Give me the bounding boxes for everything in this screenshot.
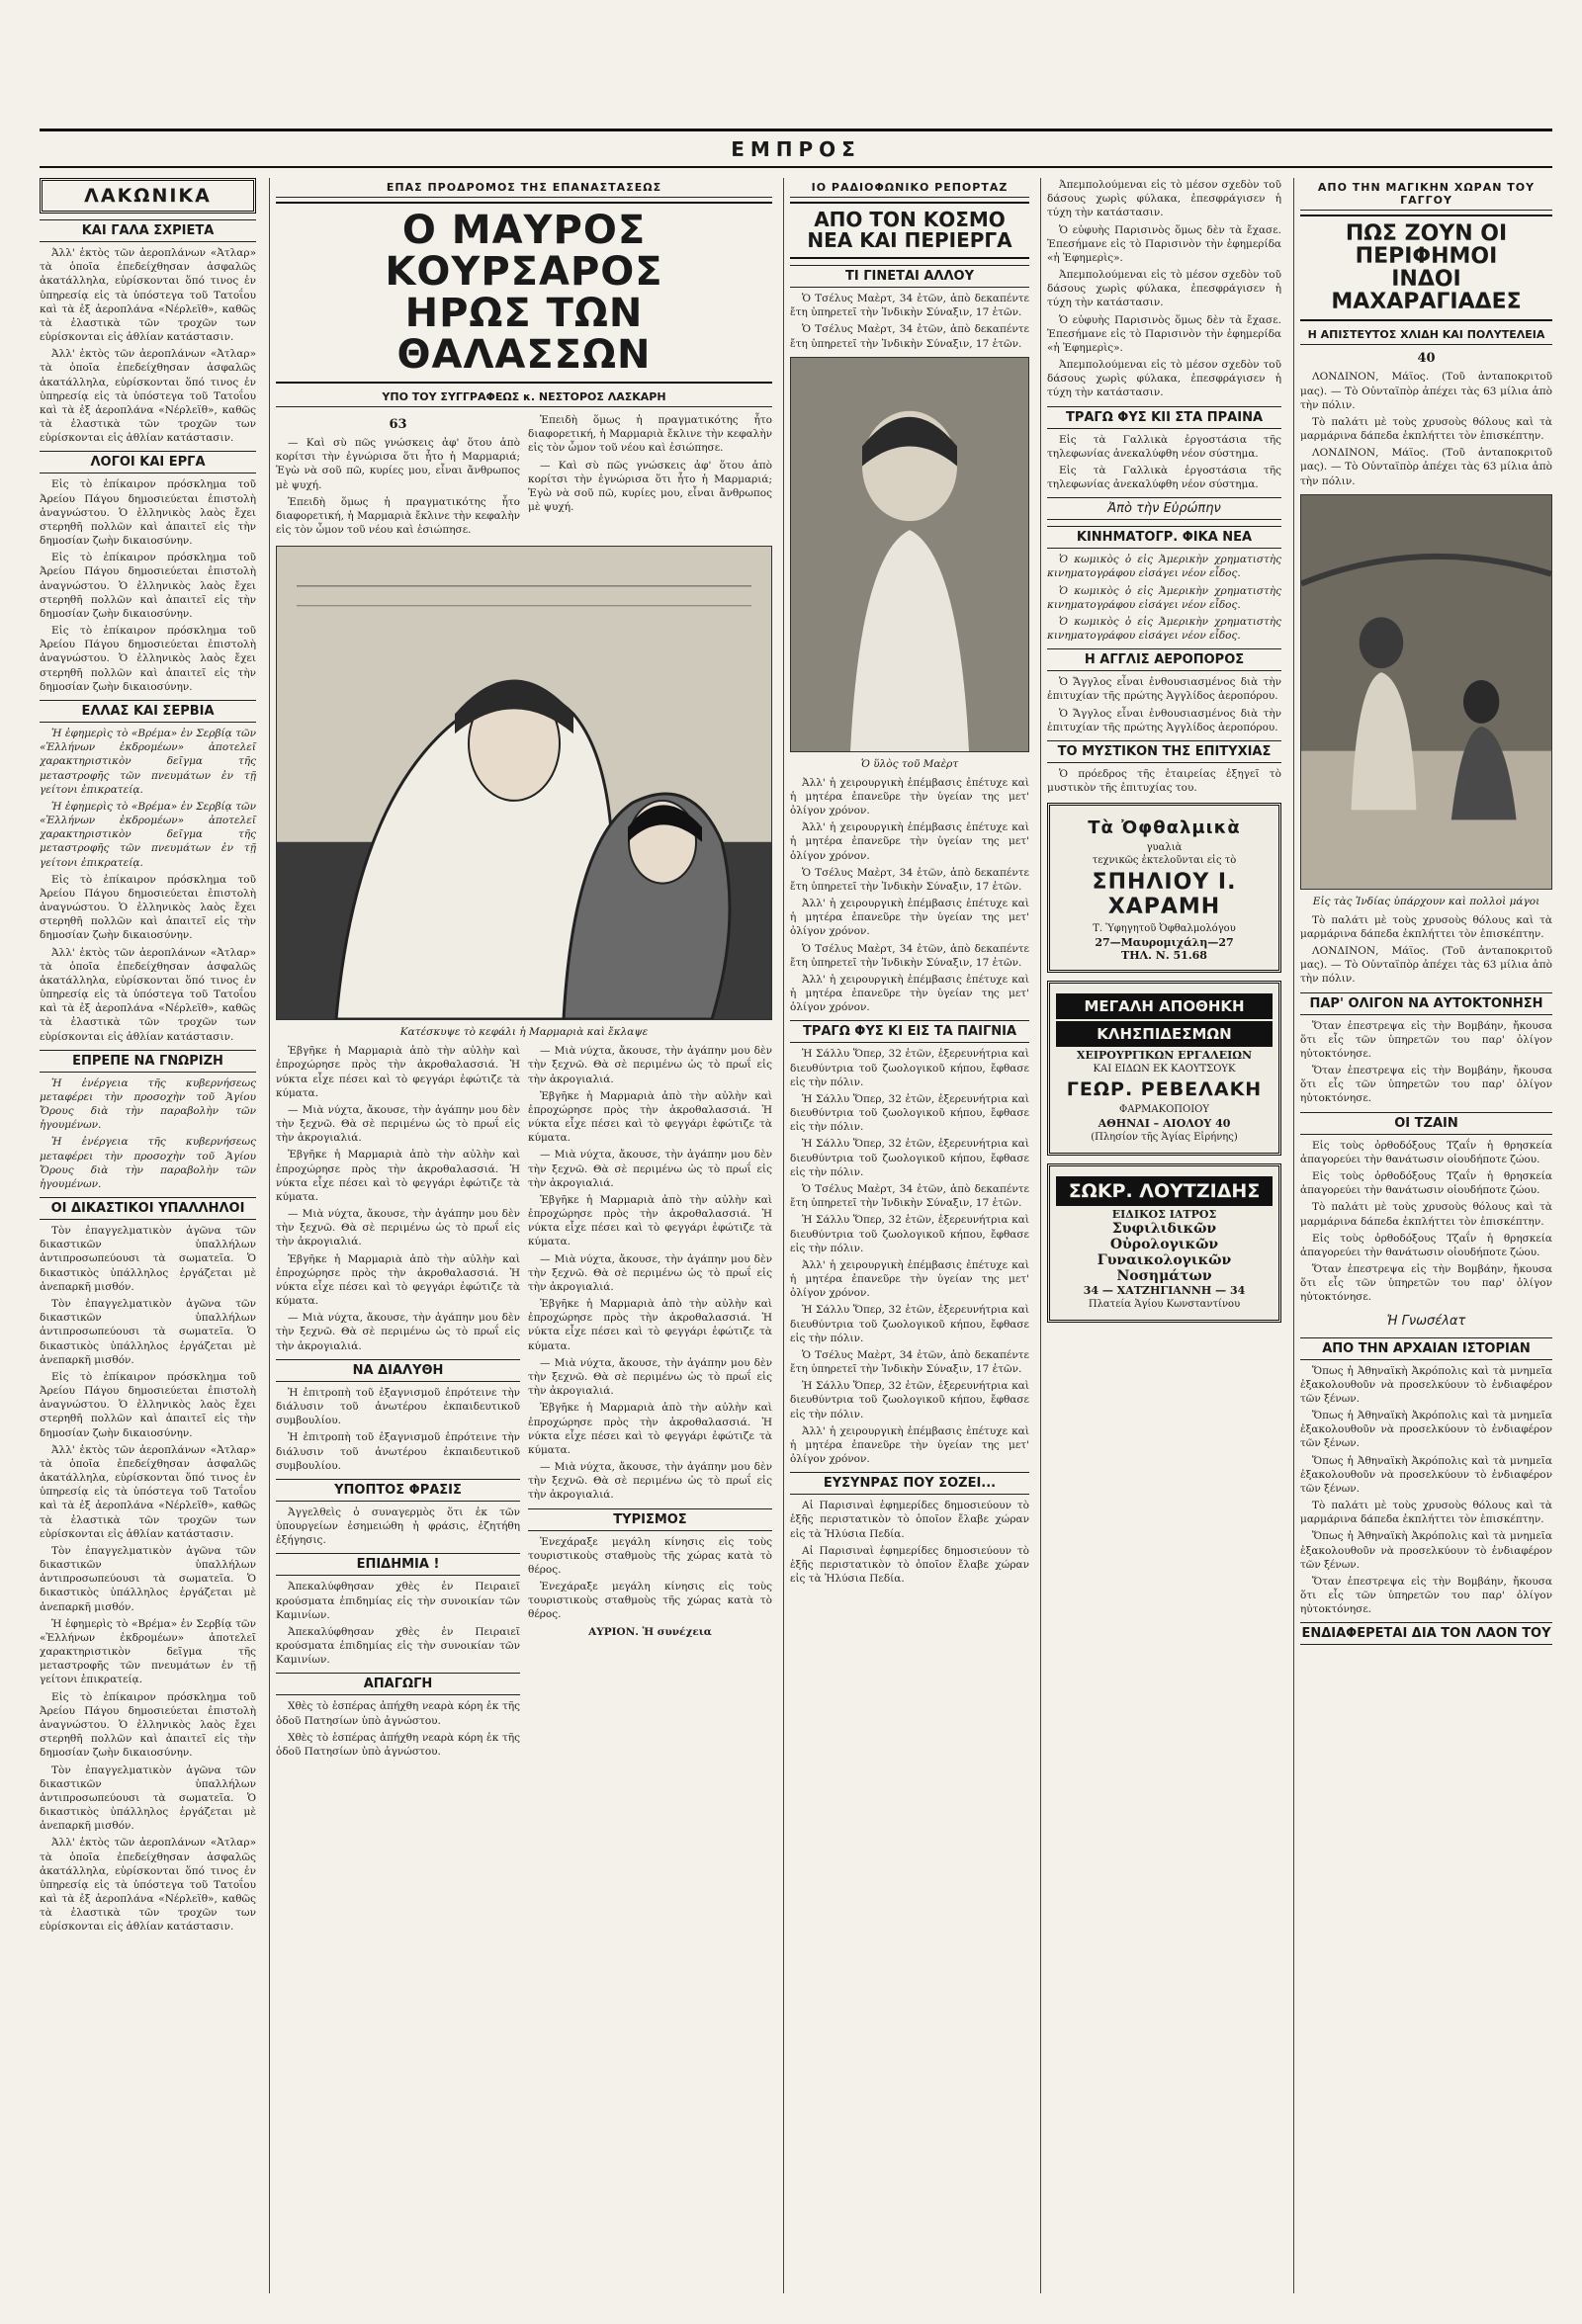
article-text: Ἐνεχάραξε μεγάλη κίνησις εἰς τοὺς τουριστικοὺς σταθμοὺς τῆς χώρας κατὰ τὸ θέρος. xyxy=(528,1535,772,1576)
article-text: — Καὶ σὺ πῶς γνώσκεις ἀφ' ὅτου ἀπὸ κορίτσι τὴν ἐγνώρισα ὅτι ἦτο ἡ Μαρμαριά; Ἐγὼ νὰ σοῦ πῶ, κυρίες μου, εἶναι ἄνθρωπος μὲ ψυχή. xyxy=(276,437,520,491)
subheading: ΚΙΝΗΜΑΤΟΓΡ. ΦΙΚΑ ΝΕΑ xyxy=(1047,526,1281,549)
subheading: ΠΑΡ' ΟΛΙΓΟΝ ΝΑ ΑΥΤΟΚΤΟΝΗΣΗ xyxy=(1300,992,1552,1015)
article-text: Ὁ Τσέλυς Μαὲρτ, 34 ἐτῶν, ἀπὸ δεκαπέντε ἔτη ὑπηρετεῖ τὴν Ἰνδικὴν Σύναξιν, 17 ἐτῶν. xyxy=(790,293,1029,319)
headline xyxy=(1300,215,1552,321)
subheading: Ἀπὸ τὴν Εὐρώπην xyxy=(1047,497,1281,520)
article-text: — Μιὰ νύχτα, ἄκουσε, τὴν ἀγάπην μου δὲν τὴν ξεχνῶ. Θὰ σὲ περιμένω ὡς τὸ πρωΐ εἰς τὴν ἀκρογιαλιά. xyxy=(276,1103,520,1145)
article-text: Ὁ κωμικὸς ὁ εἰς Ἀμερικὴν χρηματιστὴς κινηματογράφου εἰσάγει νέον εἶδος. xyxy=(1047,554,1281,580)
article-text: — Καὶ σὺ πῶς γνώσκεις ἀφ' ὅτου ἀπὸ κορίτσι τὴν ἐγνώρισα ὅτι ἦτο ἡ Μαρμαριά; Ἐγὼ νὰ σοῦ πῶ, κυρίες μου, εἶναι ἄνθρωπος μὲ ψυχή. xyxy=(528,459,772,514)
headline-line-2: ΝΕΑ ΚΑΙ ΠΕΡΙΕΡΓΑ xyxy=(807,228,1012,252)
article-text: Ἀγγελθεὶς ὁ συναγερμὸς ὅτι ἐκ τῶν ὑπουργείων ἐσημειώθη ἡ φράσις, ἐζητήθη ἐξήγησις. xyxy=(276,1506,520,1547)
article-text: Τὸ παλάτι μὲ τοὺς χρυσοὺς θόλους καὶ τὰ μαρμάρινα δάπεδα ἐκπλήττει τὸν ἐπισκέπτην. xyxy=(1300,913,1552,940)
article-text: Ὅταν ἐπεστρεψα εἰς τὴν Βομβάην, ἤκουσα ὅτι εἷς τῶν ὑπηρετῶν του παρ' ὀλίγον ηὐτοκτόνησε. xyxy=(1300,1263,1552,1304)
headline xyxy=(790,202,1029,259)
article-text: Ὁ εὐφυὴς Παρισινὸς ὅμως δὲν τὰ ἔχασε. Ἐπεσήμανε εἰς τὸ Παρισινὸν τὴν ἐφημερίδα «ἡ Ἐφημερὶς». xyxy=(1047,223,1281,264)
article-text: Ὅταν ἐπεστρεψα εἰς τὴν Βομβάην, ἤκουσα ὅτι εἷς τῶν ὑπηρετῶν του παρ' ὀλίγον ηὐτοκτόνησε. xyxy=(1300,1065,1552,1105)
article-text: Εἰς τὰ Γαλλικὰ ἐργοστάσια τῆς τηλεφωνίας ἀνεκαλύφθη νέον σύστημα. xyxy=(1047,464,1281,491)
ad-optician-line: γυαλιὰ xyxy=(1146,842,1183,854)
kicker: ΕΠΑΣ ΠΡΟΔΡΟΜΟΣ ΤΗΣ ΕΠΑΝΑΣΤΑΣΕΩΣ xyxy=(276,178,772,198)
ad-doctor-address: 34 — ΧΑΤΖΗΓΙΑΝΝΗ — 34 xyxy=(1083,1284,1246,1298)
ad-optician-title: Τὰ Ὀφθαλμικὰ xyxy=(1088,818,1241,839)
headline-line-1: ΠΩΣ ΖΟΥΝ ΟΙ ΠΕΡΙΦΗΜΟΙ xyxy=(1345,221,1508,270)
column-world-news xyxy=(783,178,1035,2293)
article-text: — Μιὰ νύχτα, ἄκουσε, τὴν ἀγάπην μου δὲν τὴν ξεχνῶ. Θὰ σὲ περιμένω ὡς τὸ πρωΐ εἰς τὴν ἀκρογιαλιά. xyxy=(276,1312,520,1352)
column-maharajas xyxy=(1293,178,1552,2293)
article-text: Ὅπως ἡ Ἀθηναϊκὴ Ἀκρόπολις καὶ τὰ μνημεῖα ἐξακολουθοῦν νὰ προσελκύουν τὸ ἐνδιαφέρον τῶν ξένων. xyxy=(1300,1364,1552,1405)
article-text: Ὁ Τσέλυς Μαὲρτ, 34 ἐτῶν, ἀπὸ δεκαπέντε ἔτη ὑπηρετεῖ τὴν Ἰνδικὴν Σύναξιν, 17 ἐτῶν. xyxy=(790,1348,1029,1376)
article-text: Ὁ Ἄγγλος εἶναι ἐνθουσιασμένος διὰ τὴν ἐπιτυχίαν τῆς πρώτης Ἀγγλίδος ἀεροπόρου. xyxy=(1047,676,1281,703)
ad-store-name: ΓΕΩΡ. ΡΕΒΕΛΑΚΗ xyxy=(1066,1078,1263,1101)
article-text: Τὸ παλάτι μὲ τοὺς χρυσοὺς θόλους καὶ τὰ μαρμάρινα δάπεδα ἐκπλήττει τὸν ἐπισκέπτην. xyxy=(1300,1500,1552,1526)
ad-doctor-line: Συφιλιδικῶν xyxy=(1111,1221,1217,1238)
article-text: Ἐβγῆκε ἡ Μαρμαριὰ ἀπὸ τὴν αὐλὴν καὶ ἐπροχώρησε πρὸς τὴν ἀκροθαλασσιά. Ἡ νύκτα εἶχε πέσει καὶ τὸ φεγγάρι ἐφώτιζε τὰ κύματα. xyxy=(528,1402,772,1456)
article-text: Ἀλλ' ἡ χειρουργικὴ ἐπέμβασις ἐπέτυχε καὶ ἡ μητέρα ἐπανεῦρε τὴν ὑγείαν της μετ' ὀλίγον χρόνον. xyxy=(790,973,1029,1014)
article-text: Ὅπως ἡ Ἀθηναϊκὴ Ἀκρόπολις καὶ τὰ μνημεῖα ἐξακολουθοῦν νὰ προσελκύουν τὸ ἐνδιαφέρον τῶν ξένων. xyxy=(1300,1410,1552,1450)
article-text: Ἐβγῆκε ἡ Μαρμαριὰ ἀπὸ τὴν αὐλὴν καὶ ἐπροχώρησε πρὸς τὴν ἀκροθαλασσιά. Ἡ νύκτα εἶχε πέσει καὶ τὸ φεγγάρι ἐφώτιζε τὰ κύματα. xyxy=(528,1089,772,1145)
ad-optician-line: τεχνικῶς ἐκτελοῦνται εἰς τὸ xyxy=(1092,855,1237,867)
photo-drawing xyxy=(791,358,1028,751)
ad-store-banner: ΜΕΓΑΛΗ ΑΠΟΘΗΚΗ xyxy=(1056,993,1273,1019)
article-text: Εἰς τὸ ἐπίκαιρον πρόσκλημα τοῦ Ἀρείου Πάγου δημοσιεύεται ἐπιστολὴ ἀναγνώστου. Ὁ ἑλληνικὸς λαὸς ἔχει στερηθῆ πολλῶν καὶ ἀπαιτεῖ εἰς τὴν δημοσίαν ζωὴν δικαιοσύνην. xyxy=(40,1370,256,1439)
byline: Η ΑΠΙΣΤΕΥΤΟΣ ΧΛΙΔΗ ΚΑΙ ΠΟΛΥΤΕΛΕΙΑ xyxy=(1300,325,1552,345)
ad-optician-phone: ΤΗΛ. Ν. 51.68 xyxy=(1121,949,1207,963)
article-text: Ὁ κωμικὸς ὁ εἰς Ἀμερικὴν χρηματιστὴς κινηματογράφου εἰσάγει νέον εἶδος. xyxy=(1047,615,1281,643)
subheading: ΕΥΣΥΝΡΑΣ ΠΟΥ ΣΟΖΕΙ... xyxy=(790,1472,1029,1495)
ad-store-line: (Πλησίον τῆς Ἁγίας Εἰρήνης) xyxy=(1091,1132,1238,1144)
article-text: Ὅταν ἐπεστρεψα εἰς τὴν Βομβάην, ἤκουσα ὅτι εἷς τῶν ὑπηρετῶν του παρ' ὀλίγον ηὐτοκτόνησε. xyxy=(1300,1575,1552,1616)
article-text: Ἀλλ' ἐκτὸς τῶν ἀεροπλάνων «Ἀτλαρ» τὰ ὁποῖα ἐπεδείχθησαν ἀσφαλῶς ἀκατάλληλα, εὑρίσκονται ὅπό τινος ἐν ὑπηρεσίᾳ εἰς τὰ ὑπόστεγα τοῦ Τατοΐου καὶ τὰ ἐξ ἀεροπλάνα «Νέρλεϊθ», καθῶς τὰ ἐλαστικὰ τῶν τροχῶν των εὑρίσκονται εἰς ἀθλίαν κατάστασιν. xyxy=(40,1837,256,1934)
ad-optician-address: 27—Μαυρομιχάλη—27 xyxy=(1095,936,1234,950)
article-text: Ὁ Τσέλυς Μαὲρτ, 34 ἐτῶν, ἀπὸ δεκαπέντε ἔτη ὑπηρετεῖ τὴν Ἰνδικὴν Σύναξιν, 17 ἐτῶν. xyxy=(790,323,1029,350)
article-text: Εἰς τὸ ἐπίκαιρον πρόσκλημα τοῦ Ἀρείου Πάγου δημοσιεύεται ἐπιστολὴ ἀναγνώστου. Ὁ ἑλληνικὸς λαὸς ἔχει στερηθῆ πολλῶν καὶ ἀπαιτεῖ εἰς τὴν δημοσίαν ζωὴν δικαιοσύνην. xyxy=(40,625,256,693)
ad-optician xyxy=(1047,803,1281,973)
headline xyxy=(276,202,772,384)
article-text: Ἀλλ' ἐκτὸς τῶν ἀεροπλάνων «Ἀτλαρ» τὰ ὁποῖα ἐπεδείχθησαν ἀσφαλῶς ἀκατάλληλα, εὑρίσκονται ὅπό τινος ἐν ὑπηρεσίᾳ εἰς τὰ ὑπόστεγα τοῦ Τατοΐου καὶ τὰ ἐξ ἀεροπλάνα «Νέρλεϊθ», καθῶς τὰ ἐλαστικὰ τῶν τροχῶν των εὑρίσκονται εἰς ἀθλίαν κατάστασιν. xyxy=(40,1443,256,1540)
ad-doctor-line: Γυναικολογικῶν xyxy=(1097,1252,1232,1269)
byline: ΥΠΟ ΤΟΥ ΣΥΓΓΡΑΦΕΩΣ κ. ΝΕΣΤΟΡΟΣ ΛΑΣΚΑΡΗ xyxy=(276,387,772,407)
column-lakonika xyxy=(40,178,262,2293)
headline-line-1: ΑΠΟ ΤΟΝ ΚΟΣΜΟ xyxy=(814,208,1006,231)
subheading: ΤΥΡΙΣΜΟΣ xyxy=(528,1508,772,1531)
newspaper-name: ΕΜΠΡΟΣ xyxy=(731,136,861,161)
article-text: Ἀλλ' ἐκτὸς τῶν ἀεροπλάνων «Ἀτλαρ» τὰ ὁποῖα ἐπεδείχθησαν ἀσφαλῶς ἀκατάλληλα, εὑρίσκονται ὅπό τινος ἐν ὑπηρεσίᾳ εἰς τὰ ὑπόστεγα τοῦ Τατοΐου καὶ τὰ ἐξ ἀεροπλάνα «Νέρλεϊθ», καθῶς τὰ ἐλαστικὰ τῶν τροχῶν των εὑρίσκονται εἰς ἀθλίαν κατάστασιν. xyxy=(40,348,256,445)
subheading: ΤΟ ΜΥΣΤΙΚΟΝ ΤΗΣ ΕΠΙΤΥΧΙΑΣ xyxy=(1047,740,1281,763)
subheading: ΥΠΟΠΤΟΣ ΦΡΑΣΙΣ xyxy=(276,1479,520,1502)
article-text: Ἡ ἐφημερὶς τὸ «Βρέμα» ἐν Σερβίᾳ τῶν «Ἑλλήνων ἐκδρομέων» ἀποτελεῖ χαρακτηριστικὸν δεῖγμα τῆς μεταστροφῆς τῶν πνευμάτων ἐν τῇ γείτονι ἐπικρατείᾳ. xyxy=(40,800,256,869)
newspaper-page xyxy=(40,59,1552,2303)
kicker: ΙΟ ΡΑΔΙΟΦΩΝΙΚΟ ΡΕΠΟΡΤΑΖ xyxy=(790,178,1029,198)
subheading: ΕΠΙΔΗΜΙΑ ! xyxy=(276,1553,520,1576)
subheading: ΟΙ ΔΙΚΑΣΤΙΚΟΙ ΥΠΑΛΛΗΛΟΙ xyxy=(40,1197,256,1220)
article-text: Χθὲς τὸ ἑσπέρας ἀπήχθη νεαρὰ κόρη ἐκ τῆς ὁδοῦ Πατησίων ὑπὸ ἀγνώστου. xyxy=(276,1731,520,1758)
article-text: Εἰς τοὺς ὀρθοδόξους Τζαΐν ἡ θρησκεία ἀπαγορεύει τὴν θανάτωσιν οἱουδήποτε ζώου. xyxy=(1300,1139,1552,1165)
subheading: ΛΟΓΟΙ ΚΑΙ ΕΡΓΑ xyxy=(40,451,256,473)
article-text: Τὸ παλάτι μὲ τοὺς χρυσοὺς θόλους καὶ τὰ μαρμάρινα δάπεδα ἐκπλήττει τὸν ἐπισκέπτην. xyxy=(1300,415,1552,443)
article-text: ΛΟΝΔΙΝΟΝ, Μάϊος. (Τοῦ ἀνταποκριτοῦ μας). — Τὸ Οὐνταϊπὸρ ἀπέχει τὰς 63 μίλια ἀπὸ τὴν πόλιν. xyxy=(1300,371,1552,411)
section-title-lakonika: ΛΑΚΩΝΙΚΑ xyxy=(40,178,256,214)
subheading: ΤΡΑΓΩ ΦΥΣ ΚΙΙ ΣΤΑ ΠΡΑΙΝΑ xyxy=(1047,406,1281,429)
article-text: Ἡ ἐπιτροπὴ τοῦ ἐξαγνισμοῦ ἐπρότεινε τὴν διάλυσιν τοῦ ἀνωτέρου ἐκπαιδευτικοῦ συμβουλίου. xyxy=(276,1431,520,1472)
article-text: Ἀλλ' ἡ χειρουργικὴ ἐπέμβασις ἐπέτυχε καὶ ἡ μητέρα ἐπανεῦρε τὴν ὑγείαν της μετ' ὀλίγον χρόνον. xyxy=(790,776,1029,818)
article-text: Τὸν ἐπαγγελματικὸν ἀγῶνα τῶν δικαστικῶν ὑπαλλήλων ἀντιπροσωπεύουσι τὰ σωματεῖα. Ὁ δικαστικὸς ὑπάλληλος ἐργάζεται μὲ ἀνεπαρκῆ μισθόν. xyxy=(40,1764,256,1833)
ad-store-banner: ΚΛΗΣΠΙΔΕΣΜΩΝ xyxy=(1056,1021,1273,1047)
kicker: ΑΠΟ ΤΗΝ ΜΑΓΙΚΗΝ ΧΩΡΑΝ ΤΟΥ ΓΑΓΓΟΥ xyxy=(1300,178,1552,211)
article-text: Ἡ Σάλλυ Ὅπερ, 32 ἐτῶν, ἐξερευνήτρια καὶ διευθύντρια τοῦ ζωολογικοῦ κήπου, ἔφθασε εἰς τὴν πόλιν. xyxy=(790,1048,1029,1088)
article-text: Ἡ Σάλλυ Ὅπερ, 32 ἐτῶν, ἐξερευνήτρια καὶ διευθύντρια τοῦ ζωολογικοῦ κήπου, ἔφθασε εἰς τὴν πόλιν. xyxy=(790,1304,1029,1344)
headline-line-2: ΗΡΩΣ ΤΩΝ ΘΑΛΑΣΣΩΝ xyxy=(396,291,652,378)
episode-number: 63 xyxy=(389,417,407,432)
article-text: Τὸν ἐπαγγελματικὸν ἀγῶνα τῶν δικαστικῶν ὑπαλλήλων ἀντιπροσωπεύουσι τὰ σωματεῖα. Ὁ δικαστικὸς ὑπάλληλος ἐργάζεται μὲ ἀνεπαρκῆ μισθόν. xyxy=(40,1298,256,1366)
article-text: Ἡ ἐπιτροπὴ τοῦ ἐξαγνισμοῦ ἐπρότεινε τὴν διάλυσιν τοῦ ἀνωτέρου ἐκπαιδευτικοῦ συμβουλίου. xyxy=(276,1386,520,1427)
article-text: Ἡ ἐνέργεια τῆς κυβερνήσεως μεταφέρει τὴν προσοχὴν τοῦ Ἁγίου Ὄρους διὰ τὴν παραβολὴν τῶν ἡγουμένων. xyxy=(40,1076,256,1132)
column-news-and-ads xyxy=(1040,178,1287,2293)
ad-doctor-line: ΕΙΔΙΚΟΣ ΙΑΤΡΟΣ xyxy=(1111,1208,1217,1222)
article-text: Ὁ Τσέλυς Μαὲρτ, 34 ἐτῶν, ἀπὸ δεκαπέντε ἔτη ὑπηρετεῖ τὴν Ἰνδικὴν Σύναξιν, 17 ἐτῶν. xyxy=(790,866,1029,893)
subheading: ΤΙ ΓΙΝΕΤΑΙ ΑΛΛΟΥ xyxy=(790,265,1029,288)
article-text: Αἱ Παρισιναὶ ἐφημερίδες δημοσιεύουν τὸ ἑξῆς περιστατικὸν τὸ ὁποῖον ἔλαβε χώραν εἰς τὰ Ἠλύσια Πεδία. xyxy=(790,1500,1029,1540)
article-text: Ἀπεμπολούμεναι εἰς τὸ μέσον σχεδὸν τοῦ δάσους χωρὶς φύλακα, ἐπεσφράγισεν ἡ τύχη τὴν κατάστασιν. xyxy=(1047,179,1281,219)
article-text: Ὅπως ἡ Ἀθηναϊκὴ Ἀκρόπολις καὶ τὰ μνημεῖα ἐξακολουθοῦν νὰ προσελκύουν τὸ ἐνδιαφέρον τῶν ξένων. xyxy=(1300,1530,1552,1571)
ad-doctor-line: Νοσημάτων xyxy=(1116,1268,1212,1285)
article-text: Ἀλλ' ἡ χειρουργικὴ ἐπέμβασις ἐπέτυχε καὶ ἡ μητέρα ἐπανεῦρε τὴν ὑγείαν της μετ' ὀλίγον χρόνον. xyxy=(790,821,1029,862)
article-text: Ὁ Τσέλυς Μαὲρτ, 34 ἐτῶν, ἀπὸ δεκαπέντε ἔτη ὑπηρετεῖ τὴν Ἰνδικὴν Σύναξιν, 17 ἐτῶν. xyxy=(790,1182,1029,1210)
article-text: Ἀλλ' ἐκτὸς τῶν ἀεροπλάνων «Ἀτλαρ» τὰ ὁποῖα ἐπεδείχθησαν ἀσφαλῶς ἀκατάλληλα, εὑρίσκονται ὅπό τινος ἐν ὑπηρεσίᾳ εἰς τὰ ὑπόστεγα τοῦ Τατοΐου καὶ τὰ ἐξ ἀεροπλάνα «Νέρλεϊθ», καθῶς τὰ ἐλαστικὰ τῶν τροχῶν των εὑρίσκονται εἰς ἀθλίαν κατάστασιν. xyxy=(40,946,256,1043)
subheading: ΑΠΟ ΤΗΝ ΑΡΧΑΙΑΝ ΙΣΤΟΡΙΑΝ xyxy=(1300,1337,1552,1360)
subheading: Η ΑΓΓΛΙΣ ΑΕΡΟΠΟΡΟΣ xyxy=(1047,648,1281,671)
ad-store-address: ΑΘΗΝΑΙ – ΑΙΟΛΟΥ 40 xyxy=(1098,1117,1231,1131)
article-text: Τὸν ἐπαγγελματικὸν ἀγῶνα τῶν δικαστικῶν ὑπαλλήλων ἀντιπροσωπεύουσι τὰ σωματεῖα. Ὁ δικαστικὸς ὑπάλληλος ἐργάζεται μὲ ἀνεπαρκῆ μισθόν. xyxy=(40,1225,256,1293)
photo-indian-magicians xyxy=(1300,494,1552,890)
article-text: ΛΟΝΔΙΝΟΝ, Μάϊος. (Τοῦ ἀνταποκριτοῦ μας). — Τὸ Οὐνταϊπὸρ ἀπέχει τὰς 63 μίλια ἀπὸ τὴν πόλιν. xyxy=(1300,945,1552,986)
article-text: Εἰς τὸ ἐπίκαιρον πρόσκλημα τοῦ Ἀρείου Πάγου δημοσιεύεται ἐπιστολὴ ἀναγνώστου. Ὁ ἑλληνικὸς λαὸς ἔχει στερηθῆ πολλῶν καὶ ἀπαιτεῖ εἰς τὴν δημοσίαν ζωὴν δικαιοσύνην. xyxy=(40,873,256,942)
article-text: Ἐβγῆκε ἡ Μαρμαριὰ ἀπὸ τὴν αὐλὴν καὶ ἐπροχώρησε πρὸς τὴν ἀκροθαλασσιά. Ἡ νύκτα εἶχε πέσει καὶ τὸ φεγγάρι ἐφώτιζε τὰ κύματα. xyxy=(528,1298,772,1352)
subheading: ΑΠΑΓΩΓΗ xyxy=(276,1673,520,1695)
masthead xyxy=(40,129,1552,168)
photo-drawing xyxy=(1301,495,1551,889)
ad-doctor xyxy=(1047,1163,1281,1323)
article-text: — Μιὰ νύχτα, ἄκουσε, τὴν ἀγάπην μου δὲν τὴν ξεχνῶ. Θὰ σὲ περιμένω ὡς τὸ πρωΐ εἰς τὴν ἀκρογιαλιά. xyxy=(276,1208,520,1248)
article-text: Αἱ Παρισιναὶ ἐφημερίδες δημοσιεύουν τὸ ἑξῆς περιστατικὸν τὸ ὁποῖον ἔλαβε χώραν εἰς τὰ Ἠλύσια Πεδία. xyxy=(790,1544,1029,1586)
article-text: Χθὲς τὸ ἑσπέρας ἀπήχθη νεαρὰ κόρη ἐκ τῆς ὁδοῦ Πατησίων ὑπὸ ἀγνώστου. xyxy=(276,1700,520,1727)
article-text: Ἐβγῆκε ἡ Μαρμαριὰ ἀπὸ τὴν αὐλὴν καὶ ἐπροχώρησε πρὸς τὴν ἀκροθαλασσιά. Ἡ νύκτα εἶχε πέσει καὶ τὸ φεγγάρι ἐφώτιζε τὰ κύματα. xyxy=(276,1149,520,1203)
article-text: Ἡ ἐφημερὶς τὸ «Βρέμα» ἐν Σερβίᾳ τῶν «Ἑλλήνων ἐκδρομέων» ἀποτελεῖ χαρακτηριστικὸν δεῖγμα τῆς μεταστροφῆς τῶν πνευμάτων ἐν τῇ γείτονι ἐπικρατείᾳ. xyxy=(40,1617,256,1686)
article-text: Ἐβγῆκε ἡ Μαρμαριὰ ἀπὸ τὴν αὐλὴν καὶ ἐπροχώρησε πρὸς τὴν ἀκροθαλασσιά. Ἡ νύκτα εἶχε πέσει καὶ τὸ φεγγάρι ἐφώτιζε τὰ κύματα. xyxy=(276,1045,520,1099)
article-text: ΛΟΝΔΙΝΟΝ, Μάϊος. (Τοῦ ἀνταποκριτοῦ μας). — Τὸ Οὐνταϊπὸρ ἀπέχει τὰς 63 μίλια ἀπὸ τὴν πόλιν. xyxy=(1300,447,1552,487)
photo-child xyxy=(790,357,1029,752)
article-text: Ἀπεμπολούμεναι εἰς τὸ μέσον σχεδὸν τοῦ δάσους χωρὶς φύλακα, ἐπεσφράγισεν ἡ τύχη τὴν κατάστασιν. xyxy=(1047,359,1281,399)
article-text: Ἡ Σάλλυ Ὅπερ, 32 ἐτῶν, ἐξερευνήτρια καὶ διευθύντρια τοῦ ζωολογικοῦ κήπου, ἔφθασε εἰς τὴν πόλιν. xyxy=(790,1214,1029,1254)
article-text: — Μιὰ νύχτα, ἄκουσε, τὴν ἀγάπην μου δὲν τὴν ξεχνῶ. Θὰ σὲ περιμένω ὡς τὸ πρωΐ εἰς τὴν ἀκρογιαλιά. xyxy=(528,1149,772,1189)
article-text: Εἰς τὰ Γαλλικὰ ἐργοστάσια τῆς τηλεφωνίας ἀνεκαλύφθη νέον σύστημα. xyxy=(1047,433,1281,460)
article-text: Ὅπως ἡ Ἀθηναϊκὴ Ἀκρόπολις καὶ τὰ μνημεῖα ἐξακολουθοῦν νὰ προσελκύουν τὸ ἐνδιαφέρον τῶν ξένων. xyxy=(1300,1454,1552,1495)
article-text: Εἰς τὸ ἐπίκαιρον πρόσκλημα τοῦ Ἀρείου Πάγου δημοσιεύεται ἐπιστολὴ ἀναγνώστου. Ὁ ἑλληνικὸς λαὸς ἔχει στερηθῆ πολλῶν καὶ ἀπαιτεῖ εἰς τὴν δημοσίαν ζωὴν δικαιοσύνην. xyxy=(40,1690,256,1760)
article-text: Εἰς τοὺς ὀρθοδόξους Τζαΐν ἡ θρησκεία ἀπαγορεύει τὴν θανάτωσιν οἱουδήποτε ζώου. xyxy=(1300,1169,1552,1197)
photo-caption: Ὁ ὕλὸς τοῦ Μαὲρτ xyxy=(860,757,959,770)
subheading: ΕΠΡΕΠΕ ΝΑ ΓΝΩΡΙΖΗ xyxy=(40,1050,256,1073)
article-text: Ὅταν ἐπεστρεψα εἰς τὴν Βομβάην, ἤκουσα ὅτι εἷς τῶν ὑπηρετῶν του παρ' ὀλίγον ηὐτοκτόνησε. xyxy=(1300,1019,1552,1060)
article-text: — Μιὰ νύχτα, ἄκουσε, τὴν ἀγάπην μου δὲν τὴν ξεχνῶ. Θὰ σὲ περιμένω ὡς τὸ πρωΐ εἰς τὴν ἀκρογιαλιά. xyxy=(528,1356,772,1398)
article-text: Ἀπεκαλύφθησαν χθὲς ἐν Πειραιεῖ κρούσματα ἐπιδημίας εἰς τὴν συνοικίαν τῶν Καμινίων. xyxy=(276,1581,520,1621)
article-text: Ἀπεμπολούμεναι εἰς τὸ μέσον σχεδὸν τοῦ δάσους χωρὶς φύλακα, ἐπεσφράγισεν ἡ τύχη τὴν κατάστασιν. xyxy=(1047,269,1281,309)
column-feuilleton xyxy=(269,178,778,2293)
headline-line-1: Ο ΜΑΥΡΟΣ ΚΟΥΡΣΑΡΟΣ xyxy=(385,208,663,295)
subheading: ΕΛΛΑΣ ΚΑΙ ΣΕΡΒΙΑ xyxy=(40,700,256,723)
ad-optician-line: Τ. Ὑφηγητοῦ Ὀφθαλμολόγου xyxy=(1093,923,1236,935)
article-text: — Μιὰ νύχτα, ἄκουσε, τὴν ἀγάπην μου δὲν τὴν ξεχνῶ. Θὰ σὲ περιμένω ὡς τὸ πρωΐ εἰς τὴν ἀκρογιαλιά. xyxy=(528,1461,772,1502)
illustration-caption: Κατέσκυψε τὸ κεφάλι ἡ Μαρμαριὰ καὶ ἔκλαψε xyxy=(399,1026,649,1039)
article-text: Ἐβγῆκε ἡ Μαρμαριὰ ἀπὸ τὴν αὐλὴν καὶ ἐπροχώρησε πρὸς τὴν ἀκροθαλασσιά. Ἡ νύκτα εἶχε πέσει καὶ τὸ φεγγάρι ἐφώτιζε τὰ κύματα. xyxy=(528,1193,772,1248)
article-text: Ἐπειδὴ ὅμως ἡ πραγματικότης ἦτο διαφορετική, ἡ Μαρμαριὰ ἔκλινε τὴν κεφαλὴν εἰς τὸν ὦμον τοῦ νέου καὶ ἐσιώπησε. xyxy=(276,495,520,537)
photo-caption: Εἰς τὰς Ἰνδίας ὑπάρχουν καὶ πολλοὶ μάγοι xyxy=(1312,895,1540,907)
ad-store-line: ΚΑΙ ΕΙΔΩΝ ΕΚ ΚΑΟΥΤΣΟΥΚ xyxy=(1093,1064,1236,1076)
ad-store-line: ΧΕΙΡΟΥΡΓΙΚΩΝ ΕΡΓΑΛΕΙΩΝ xyxy=(1076,1049,1253,1063)
article-text: Ἡ Σάλλυ Ὅπερ, 32 ἐτῶν, ἐξερευνήτρια καὶ διευθύντρια τοῦ ζωολογικοῦ κήπου, ἔφθασε εἰς τὴν πόλιν. xyxy=(790,1380,1029,1420)
article-text: Ἀλλ' ἐκτὸς τῶν ἀεροπλάνων «Ἀτλαρ» τὰ ὁποῖα ἐπεδείχθησαν ἀσφαλῶς ἀκατάλληλα, εὑρίσκονται ὅπό τινος ἐν ὑπηρεσίᾳ εἰς τὰ ὑπόστεγα τοῦ Τατοΐου καὶ τὰ ἐξ ἀεροπλάνα «Νέρλεϊθ», καθῶς τὰ ἐλαστικὰ τῶν τροχῶν των εὑρίσκονται εἰς ἀθλίαν κατάστασιν. xyxy=(40,247,256,344)
article-text: Τὸν ἐπαγγελματικὸν ἀγῶνα τῶν δικαστικῶν ὑπαλλήλων ἀντιπροσωπεύουσι τὰ σωματεῖα. Ὁ δικαστικὸς ὑπάλληλος ἐργάζεται μὲ ἀνεπαρκῆ μισθόν. xyxy=(40,1544,256,1613)
article-text: Ὁ Ἄγγλος εἶναι ἐνθουσιασμένος διὰ τὴν ἐπιτυχίαν τῆς πρώτης Ἀγγλίδος ἀεροπόρου. xyxy=(1047,707,1281,733)
ad-optician-name: ΣΠΗΛΙΟΥ Ι. ΧΑΡΑΜΗ xyxy=(1092,870,1237,920)
article-text: Ἐνεχάραξε μεγάλη κίνησις εἰς τοὺς τουριστικοὺς σταθμοὺς τῆς χώρας κατὰ τὸ θέρος. xyxy=(528,1581,772,1621)
episode-number: 40 xyxy=(1417,351,1436,367)
subheading: ΕΝΔΙΑΦΕΡΕΤΑΙ ΔΙΑ ΤΟΝ ΛΑΟΝ ΤΟΥ xyxy=(1300,1622,1552,1645)
article-text: Εἰς τοὺς ὀρθοδόξους Τζαΐν ἡ θρησκεία ἀπαγορεύει τὴν θανάτωσιν οἱουδήποτε ζώου. xyxy=(1300,1232,1552,1258)
illustration-two-women xyxy=(276,546,772,1020)
continuation-note: ΑΥΡΙΟΝ. Ἡ συνέχεια xyxy=(588,1625,712,1638)
article-text: Ὁ κωμικὸς ὁ εἰς Ἀμερικὴν χρηματιστὴς κινηματογράφου εἰσάγει νέον εἶδος. xyxy=(1047,584,1281,611)
article-text: Ὁ εὐφυὴς Παρισινὸς ὅμως δὲν τὰ ἔχασε. Ἐπεσήμανε εἰς τὸ Παρισινὸν τὴν ἐφημερίδα «ἡ Ἐφημερὶς». xyxy=(1047,313,1281,354)
illustration-drawing xyxy=(277,547,771,1019)
article-text: Ἀλλ' ἡ χειρουργικὴ ἐπέμβασις ἐπέτυχε καὶ ἡ μητέρα ἐπανεῦρε τὴν ὑγείαν της μετ' ὀλίγον χρόνον. xyxy=(790,1424,1029,1466)
article-text: — Μιὰ νύχτα, ἄκουσε, τὴν ἀγάπην μου δὲν τὴν ξεχνῶ. Θὰ σὲ περιμένω ὡς τὸ πρωΐ εἰς τὴν ἀκρογιαλιά. xyxy=(528,1252,772,1293)
subheading: ΝΑ ΔΙΑΛΥΘΗ xyxy=(276,1359,520,1382)
subheading: ΤΡΑΓΩ ΦΥΣ ΚΙ ΕΙΣ ΤΑ ΠΑΙΓΝΙΑ xyxy=(790,1020,1029,1043)
subheading: ΟΙ ΤΖΑΙΝ xyxy=(1300,1112,1552,1135)
article-text: Ἡ ἐνέργεια τῆς κυβερνήσεως μεταφέρει τὴν προσοχὴν τοῦ Ἁγίου Ὄρους διὰ τὴν παραβολὴν τῶν ἡγουμένων. xyxy=(40,1136,256,1190)
ad-doctor-name: ΣΩΚΡ. ΛΟΥΤΖΙΔΗΣ xyxy=(1056,1176,1273,1206)
article-text: Ἡ ἐφημερὶς τὸ «Βρέμα» ἐν Σερβίᾳ τῶν «Ἑλλήνων ἐκδρομέων» ἀποτελεῖ χαρακτηριστικὸν δεῖγμα τῆς μεταστροφῆς τῶν πνευμάτων ἐν τῇ γείτονι ἐπικρατείᾳ. xyxy=(40,727,256,796)
article-text: Ἀλλ' ἡ χειρουργικὴ ἐπέμβασις ἐπέτυχε καὶ ἡ μητέρα ἐπανεῦρε τὴν ὑγείαν της μετ' ὀλίγον χρόνον. xyxy=(790,898,1029,938)
article-text: Εἰς τὸ ἐπίκαιρον πρόσκλημα τοῦ Ἀρείου Πάγου δημοσιεύεται ἐπιστολὴ ἀναγνώστου. Ὁ ἑλληνικὸς λαὸς ἔχει στερηθῆ πολλῶν καὶ ἀπαιτεῖ εἰς τὴν δημοσίαν ζωὴν δικαιοσύνην. xyxy=(40,478,256,548)
article-text: Ὁ Τσέλυς Μαὲρτ, 34 ἐτῶν, ἀπὸ δεκαπέντε ἔτη ὑπηρετεῖ τὴν Ἰνδικὴν Σύναξιν, 17 ἐτῶν. xyxy=(790,942,1029,969)
article-text: Εἰς τὸ ἐπίκαιρον πρόσκλημα τοῦ Ἀρείου Πάγου δημοσιεύεται ἐπιστολὴ ἀναγνώστου. Ὁ ἑλληνικὸς λαὸς ἔχει στερηθῆ πολλῶν καὶ ἀπαιτεῖ εἰς τὴν δημοσίαν ζωὴν δικαιοσύνην. xyxy=(40,552,256,620)
ad-surgical-store xyxy=(1047,981,1281,1156)
article-text: Ὁ πρόεδρος τῆς ἑταιρείας ἐξηγεῖ τὸ μυστικὸν τῆς ἐπιτυχίας του. xyxy=(1047,767,1281,795)
article-text: Ἀλλ' ἡ χειρουργικὴ ἐπέμβασις ἐπέτυχε καὶ ἡ μητέρα ἐπανεῦρε τὴν ὑγείαν της μετ' ὀλίγον χρόνον. xyxy=(790,1258,1029,1300)
article-text: Ἐβγῆκε ἡ Μαρμαριὰ ἀπὸ τὴν αὐλὴν καὶ ἐπροχώρησε πρὸς τὴν ἀκροθαλασσιά. Ἡ νύκτα εἶχε πέσει καὶ τὸ φεγγάρι ἐφώτιζε τὰ κύματα. xyxy=(276,1252,520,1308)
ad-store-line: ΦΑΡΜΑΚΟΠΟΙΟΥ xyxy=(1119,1104,1209,1116)
ad-doctor-line: Οὐρολογικῶν xyxy=(1109,1237,1219,1253)
article-text: — Μιὰ νύχτα, ἄκουσε, τὴν ἀγάπην μου δὲν τὴν ξεχνῶ. Θὰ σὲ περιμένω ὡς τὸ πρωΐ εἰς τὴν ἀκρογιαλιά. xyxy=(528,1045,772,1085)
article-text: Ἡ Σάλλυ Ὅπερ, 32 ἐτῶν, ἐξερευνήτρια καὶ διευθύντρια τοῦ ζωολογικοῦ κήπου, ἔφθασε εἰς τὴν πόλιν. xyxy=(790,1138,1029,1178)
article-text: Ἡ Σάλλυ Ὅπερ, 32 ἐτῶν, ἐξερευνήτρια καὶ διευθύντρια τοῦ ζωολογικοῦ κήπου, ἔφθασε εἰς τὴν πόλιν. xyxy=(790,1092,1029,1134)
headline-line-2: ΙΝΔΟΙ ΜΑΧΑΡΑΓΙΑΔΕΣ xyxy=(1331,267,1522,315)
article-text: Τὸ παλάτι μὲ τοὺς χρυσοὺς θόλους καὶ τὰ μαρμάρινα δάπεδα ἐκπλήττει τὸν ἐπισκέπτην. xyxy=(1300,1201,1552,1228)
article-text: Ἀπεκαλύφθησαν χθὲς ἐν Πειραιεῖ κρούσματα ἐπιδημίας εἰς τὴν συνοικίαν τῶν Καμινίων. xyxy=(276,1625,520,1667)
subheading: Ἡ Γνωσέλατ xyxy=(1386,1313,1466,1329)
ad-doctor-line: Πλατεία Ἁγίου Κωνσταντίνου xyxy=(1088,1299,1241,1311)
article-text: Ἐπειδὴ ὅμως ἡ πραγματικότης ἦτο διαφορετική, ἡ Μαρμαριὰ ἔκλινε τὴν κεφαλὴν εἰς τὸν ὦμον τοῦ νέου καὶ ἐσιώπησε. xyxy=(528,414,772,455)
subheading: ΚΑΙ ΓΑΛΑ ΣΧΡΙΕΤΑ xyxy=(40,219,256,242)
